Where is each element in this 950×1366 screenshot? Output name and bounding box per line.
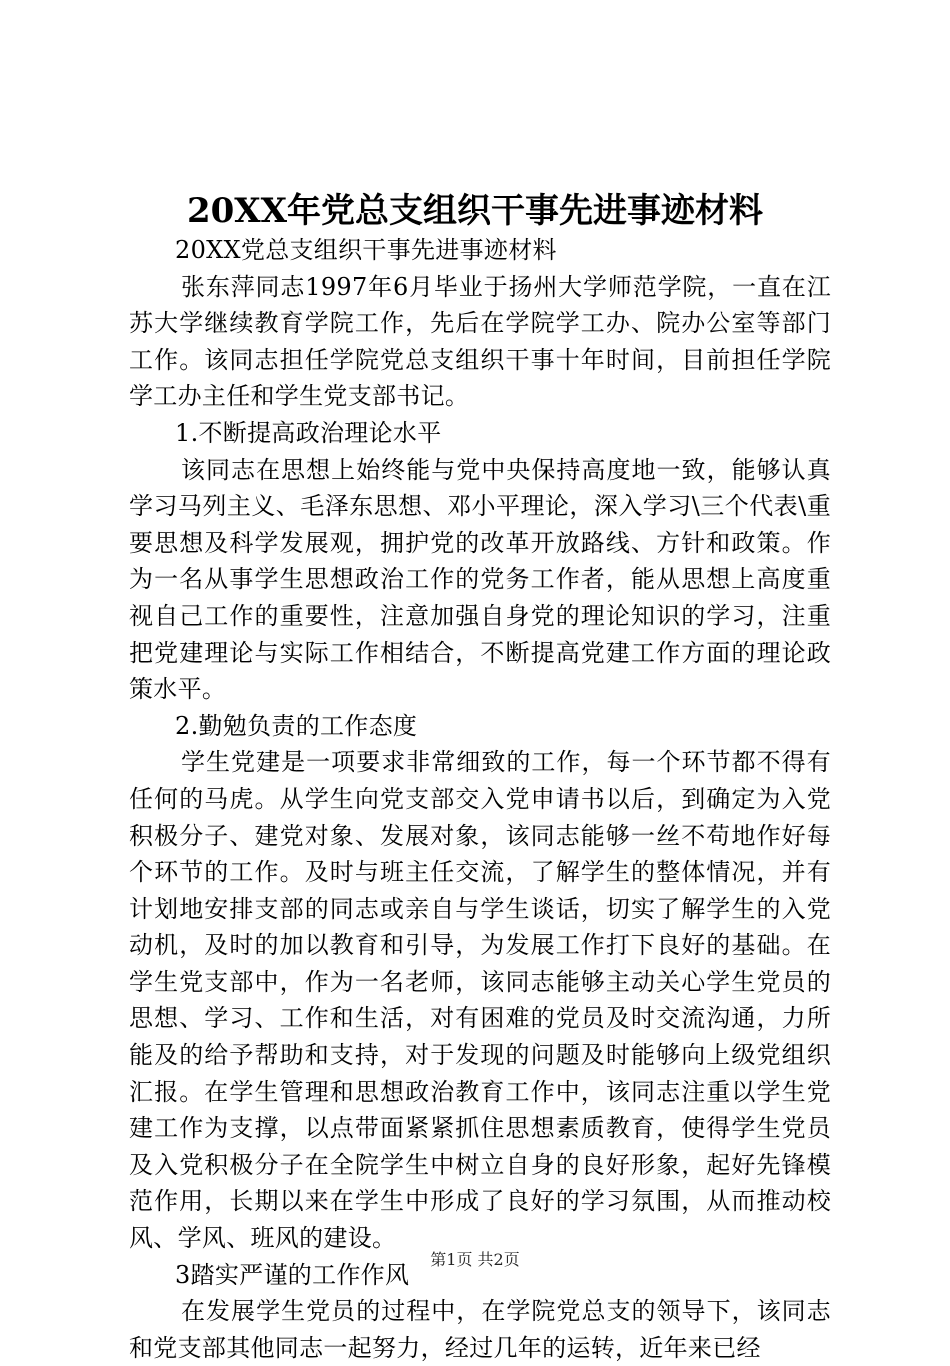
document-subtitle: 20XX党总支组织干事先进事迹材料 bbox=[175, 236, 557, 264]
document-title: 20XX年党总支组织干事先进事迹材料 bbox=[186, 191, 764, 231]
intro-paragraph: 张东萍同志1997年6月毕业于扬州大学师范学院，一直在江苏大学继续教育学院工作，先后在学院学工办、院办公室等部门工作。该同志担任学院党总支组织干事十年时间，目前担任学院学工办主任和学生党支部书记。 bbox=[129, 272, 831, 411]
section-heading-1: 1.不断提高政治理论水平 bbox=[175, 418, 442, 447]
page-number: 第1页 共2页 bbox=[430, 1250, 520, 1269]
section-heading-2: 2.勤勉负责的工作态度 bbox=[175, 711, 418, 740]
document-body bbox=[129, 232, 831, 1366]
section-heading-3: 3踏实严谨的工作作风 bbox=[175, 1260, 410, 1289]
page-footer bbox=[0, 1248, 950, 1272]
section-paragraph-3: 在发展学生党员的过程中，在学院党总支的领导下，该同志和党支部其他同志一起努力，经过几年的运转，近年来已经 bbox=[129, 1297, 831, 1362]
section-paragraph-2: 学生党建是一项要求非常细致的工作，每一个环节都不得有任何的马虎。从学生向党支部交入党申请书以后，到确定为入党积极分子、建党对象、发展对象，该同志能够一丝不苟地作好每个环节的工作。及时与班主任交流，了解学生的整体情况，并有计划地安排支部的同志或亲自与学生谈话，切实了解学生的入党动机，及时的加以教育和引导，为发展工作打下良好的基础。在学生党支部中，作为一名老师，该同志能够主动关心学生党员的思想、学习、工作和生活，对有困难的党员及时交流沟通，力所能及的给予帮助和支持，对于发现的问题及时能够向上级党组织汇报。在学生管理和思想政治教育工作中，该同志注重以学生党建工作为支撑，以点带面紧紧抓住思想素质教育，使得学生党员及入党积极分子在全院学生中树立自身的良好形象，起好先锋模范作用，长期以来在学生中形成了良好的学习氛围，从而推动校风、学风、班风的建设。 bbox=[129, 748, 831, 1253]
section-paragraph-1: 该同志在思想上始终能与党中央保持高度地一致，能够认真学习马列主义、毛泽东思想、邓小平理论，深入学习\三个代表\重要思想及科学发展观，拥护党的改革开放路线、方针和政策。作为一名从事学生思想政治工作的党务工作者，能从思想上高度重视自己工作的重要性，注意加强自身党的理论知识的学习，注重把党建理论与实际工作相结合，不断提高党建工作方面的理论政策水平。 bbox=[129, 455, 831, 704]
